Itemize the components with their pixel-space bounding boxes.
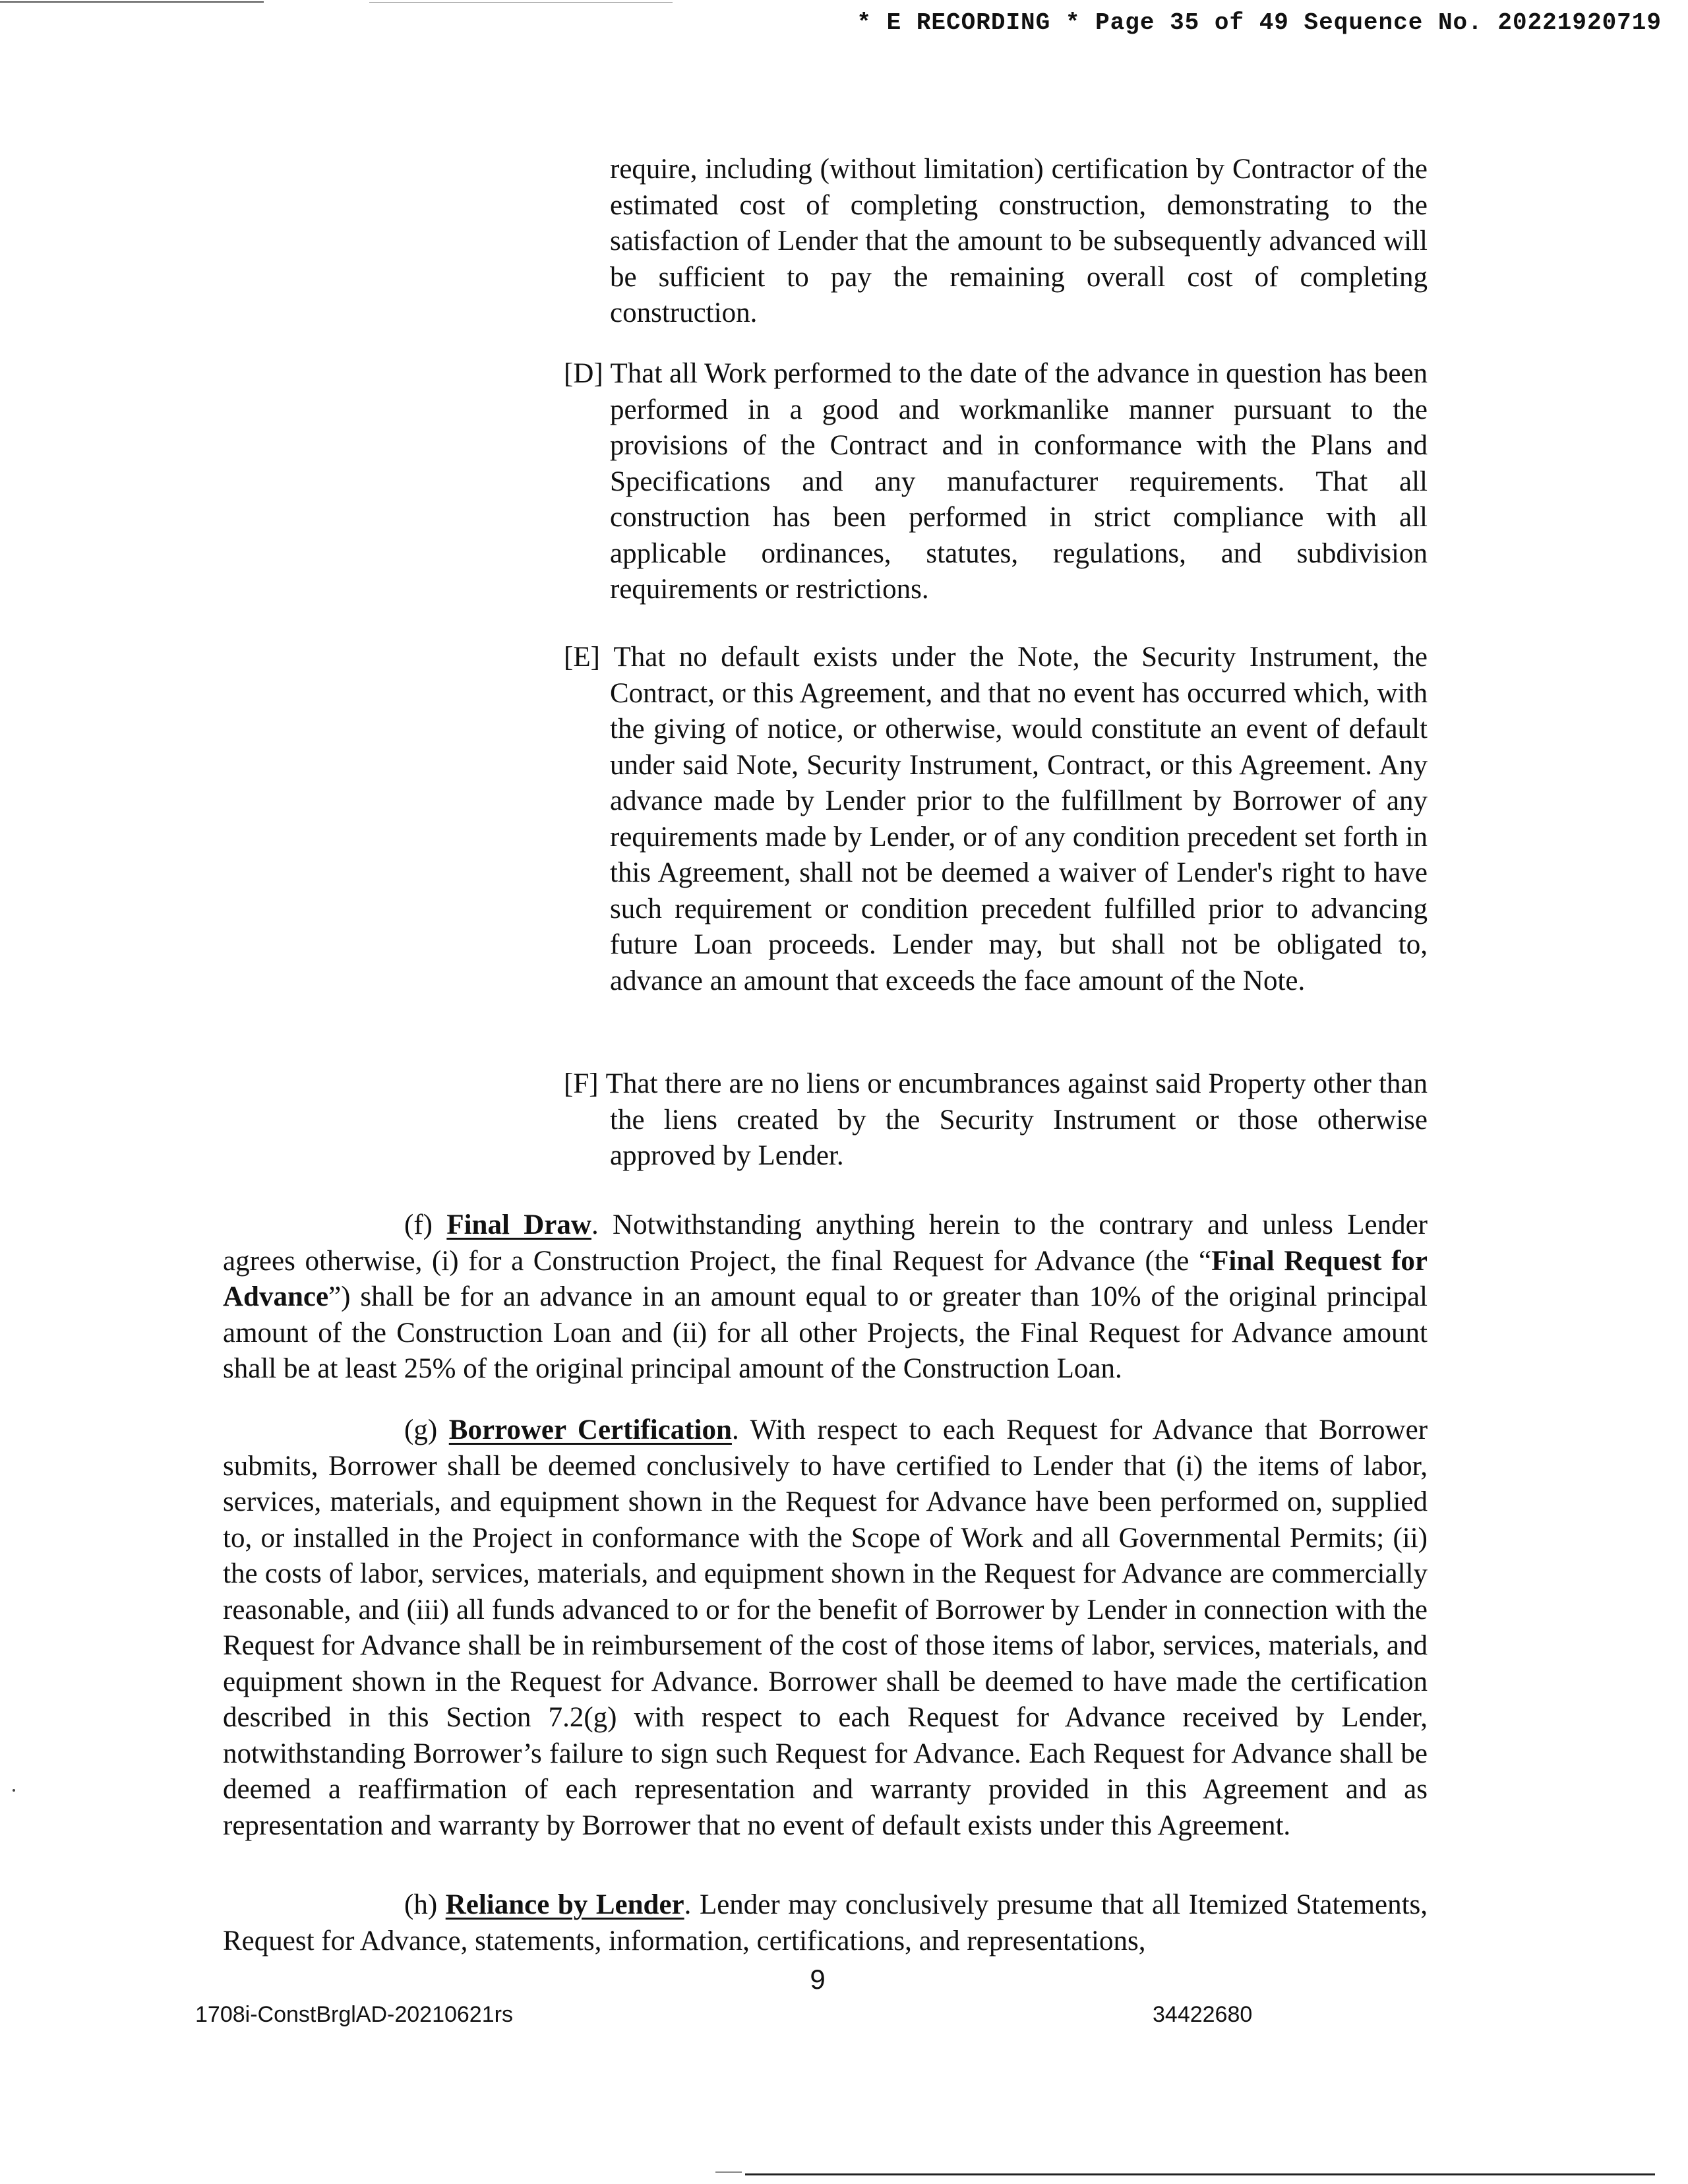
scan-speck bbox=[13, 1789, 15, 1792]
document-code: 1708i-ConstBrglAD-20210621rs bbox=[195, 2002, 513, 2027]
page-number: 9 bbox=[810, 1964, 826, 1995]
list-item-text: That all Work performed to the date of the advance in question has been performed in a good and workmanlike manner pursuant to the provisions of the Contract and in conformance with the Plans and Specifications and any manufacturer requirements. That all construction has been performed in strict compliance with all applicable ordinances, statutes, regulations, and subdivision requirements or restrictions. bbox=[610, 358, 1428, 605]
section-g-borrower-certification bbox=[223, 1412, 1428, 1844]
section-label: (f) bbox=[404, 1209, 433, 1240]
list-item-label: [E] bbox=[564, 642, 600, 673]
section-f-final-draw bbox=[223, 1207, 1428, 1387]
section-text: . With respect to each Request for Advance that Borrower submits, Borrower shall be deemed conclusively to have certified to Lender that (i) the items of labor, services, materials, and equipment shown in the Request for Advance have been performed on, supplied to, or installed in the Project in conformance with the Scope of Work and all Governmental Permits; (ii) the costs of labor, services, materials, and equipment shown in the Request for Advance are commercially reasonable, and (iii) all funds advanced to or for the benefit of Borrower by Lender in connection with the Request for Advance shall be in reimbursement of the cost of those items of labor, services, materials, and equipment shown in the Request for Advance. Borrower shall be deemed to have made the certification described in this Section 7.2(g) with respect to each Request for Advance received by Lender, notwithstanding Borrower’s failure to sign such Request for Advance. Each Request for Advance shall be deemed a reaffirmation of each representation and warranty provided in this Agreement and as representation and warranty by Borrower that no event of default exists under this Agreement. bbox=[223, 1414, 1428, 1841]
document-number: 34422680 bbox=[1153, 2002, 1253, 2027]
scan-bottom-dash bbox=[715, 2171, 742, 2173]
continuation-paragraph: require, including (without limitation) certification by Contractor of the estimated cost of completing construction, demonstrating to the satisfaction of Lender that the amount to be subsequently advanced will be sufficient to pay the remaining overall cost of completing construction. bbox=[610, 154, 1428, 328]
list-item-d bbox=[564, 356, 1428, 608]
section-label: (h) bbox=[404, 1889, 438, 1920]
scan-bottom-rule bbox=[745, 2173, 1655, 2175]
section-text: . Notwithstanding anything herein to the contrary and unless Lender agrees otherwise, (i) for a Construction Project, the final Request for Advance (the “ bbox=[223, 1209, 1428, 1277]
section-label: (g) bbox=[404, 1414, 438, 1445]
section-heading: Borrower Certification bbox=[448, 1414, 732, 1445]
list-item-e bbox=[564, 640, 1428, 999]
section-heading: Reliance by Lender bbox=[445, 1889, 684, 1920]
scan-top-rule bbox=[0, 1, 264, 3]
scan-top-rule-faint bbox=[369, 2, 673, 3]
section-text: . Lender may conclusively presume that all Itemized Statements, Request for Advance, statements, information, certifications, and representations, bbox=[223, 1889, 1428, 1957]
recording-stamp: * E RECORDING * Page 35 of 49 Sequence No. 20221920719 bbox=[857, 9, 1662, 36]
defined-term: Final Request for Advance bbox=[223, 1245, 1428, 1312]
section-h-reliance-by-lender bbox=[223, 1887, 1428, 1959]
list-item-text: That there are no liens or encumbrances against said Property other than the liens created by the Security Instrument or those otherwise approved by Lender. bbox=[605, 1068, 1428, 1171]
section-heading: Final Draw bbox=[446, 1209, 591, 1240]
list-item-text: That no default exists under the Note, the Security Instrument, the Contract, or this Agreement, and that no event has occurred which, with the giving of notice, or otherwise, would constitute an event of default under said Note, Security Instrument, Contract, or this Agreement. Any advance made by Lender prior to the fulfillment by Borrower of any requirements made by Lender, or of any condition precedent set forth in this Agreement, shall not be deemed a waiver of Lender's right to have such requirement or condition precedent fulfilled prior to advancing future Loan proceeds. Lender may, but shall not be obligated to, advance an amount that exceeds the face amount of the Note. bbox=[610, 642, 1428, 996]
list-item-label: [F] bbox=[564, 1068, 599, 1099]
section-text: ”) shall be for an advance in an amount equal to or greater than 10% of the original principal amount of the Construction Loan and (ii) for all other Projects, the Final Request for Advance amount shall be at least 25% of the original principal amount of the Construction Loan. bbox=[223, 1281, 1428, 1384]
list-item-f bbox=[564, 1066, 1428, 1174]
list-item-label: [D] bbox=[564, 358, 603, 389]
